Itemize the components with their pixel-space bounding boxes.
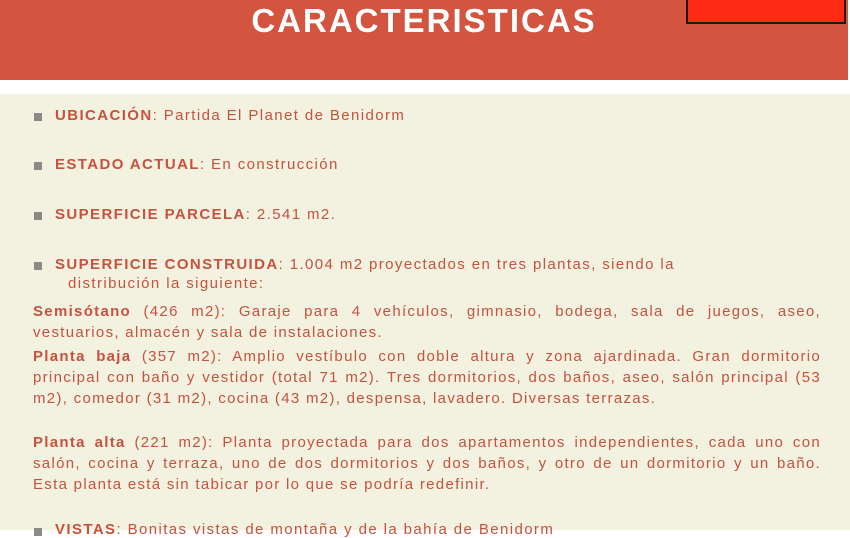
vistas-value: Bonitas vistas de montaña y de la bahía de Benidorm [127,521,555,538]
planta-alta-paragraph [33,432,821,495]
ubicacion-item: UBICACIÓN: Partida El Planet de Benidorm [55,107,406,124]
planta-alta-name: Planta alta [33,434,126,451]
planta-alta-text: (221 m2): Planta proyectada para dos apartamentos independientes, cada uno con salón, cocina y terraza, uno de dos dormitorios y dos baños, y otro de un dormitorio y un baño. Esta planta está sin tabicar por lo que se podría redefinir. [33,434,821,493]
semisotano-text: (426 m2): Garaje para 4 vehículos, gimnasio, bodega, sala de juegos, aseo, vestuarios, almacén y sala de instalaciones. [33,303,822,341]
square-bullet-icon [34,262,42,270]
semisotano-name: Semisótano [33,303,132,320]
ubicacion-label: UBICACIÓN [55,107,153,124]
page-title: CARACTERISTICAS [251,2,597,39]
construida-value-cont: distribución la siguiente: [68,275,265,292]
square-bullet-icon [34,113,42,121]
square-bullet-icon [34,162,42,170]
semisotano-paragraph [33,301,821,343]
planta-baja-paragraph [33,346,821,409]
estado-label: ESTADO ACTUAL [55,156,200,173]
ubicacion-value: Partida El Planet de Benidorm [163,107,406,124]
vistas-item: VISTAS: Bonitas vistas de montaña y de la bahía de Benidorm [55,521,555,538]
red-corner-box [686,0,846,24]
divider-band [0,80,850,94]
parcela-value: 2.541 m2. [256,206,337,223]
square-bullet-icon [34,528,42,536]
construida-item: SUPERFICIE CONSTRUIDA: 1.004 m2 proyectados en tres plantas, siendo la [55,256,675,273]
construida-label: SUPERFICIE CONSTRUIDA [55,256,279,273]
vistas-label: VISTAS [55,521,117,538]
estado-value: En construcción [211,156,339,173]
planta-baja-text: (357 m2): Amplio vestíbulo con doble altura y zona ajardinada. Gran dormitorio principal con baño y vestidor (total 71 m2). Tres dormitorios, dos baños, aseo, salón principal (53 m2), comedor (31 m2), cocina (43 m2), despensa, lavadero. Diversas terrazas. [33,348,822,407]
square-bullet-icon [34,212,42,220]
construida-value: 1.004 m2 proyectados en tres plantas, siendo la [289,256,675,273]
estado-item: ESTADO ACTUAL: En construcción [55,156,339,173]
planta-baja-name: Planta baja [33,348,132,365]
parcela-label: SUPERFICIE PARCELA [55,206,246,223]
parcela-item: SUPERFICIE PARCELA: 2.541 m2. [55,206,337,223]
